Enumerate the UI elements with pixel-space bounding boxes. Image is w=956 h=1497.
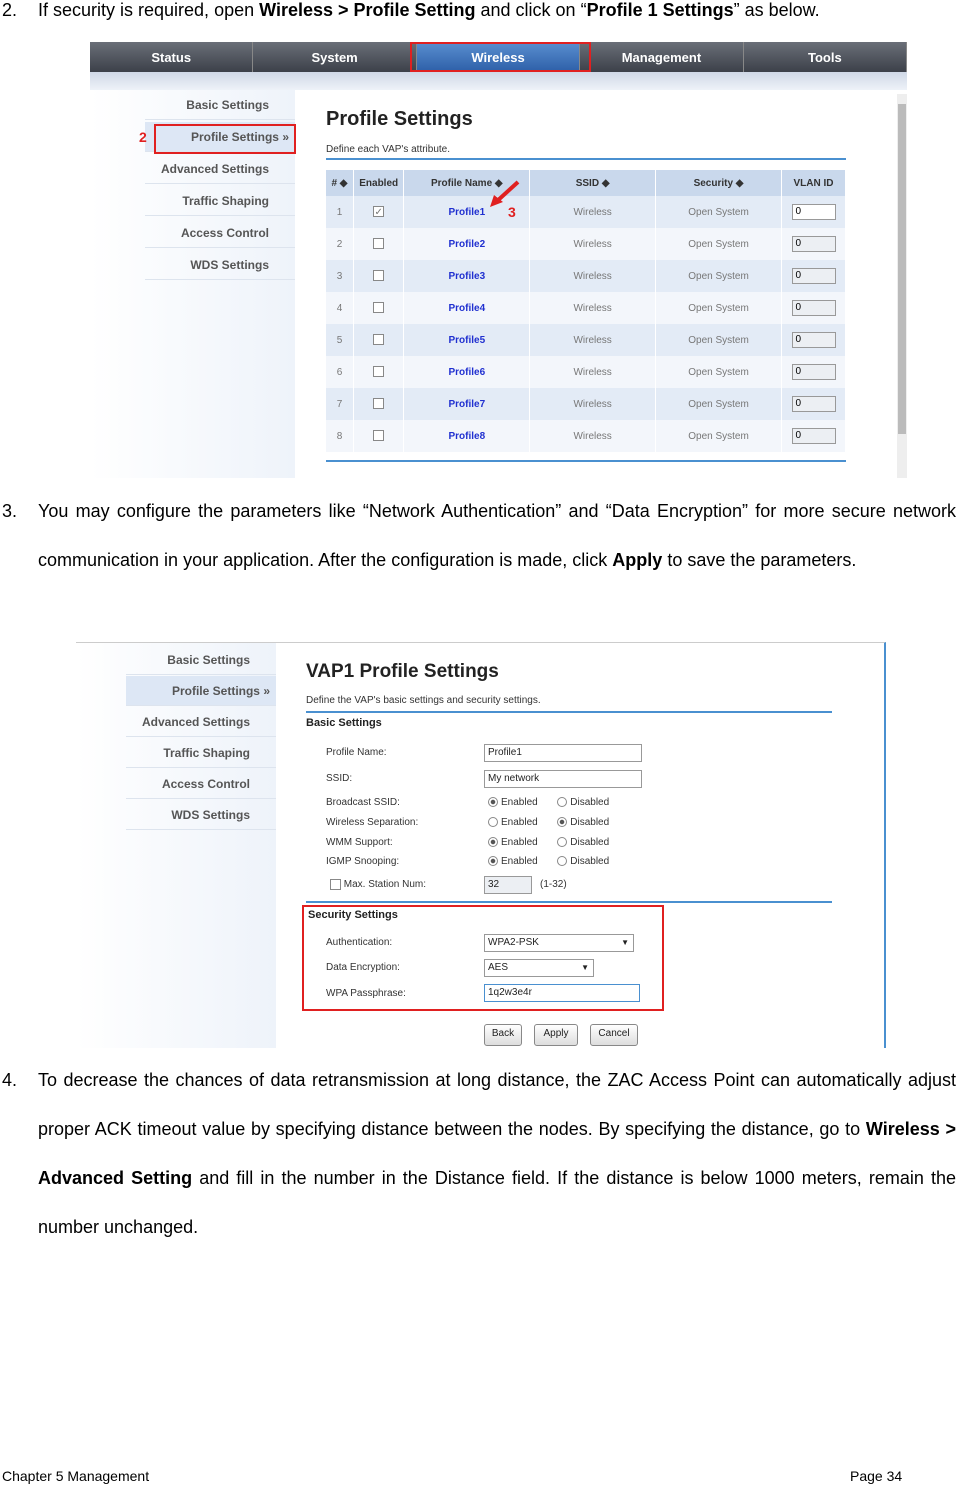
sidebar-item-profile[interactable]: Profile Settings » — [126, 676, 276, 706]
data-encryption-select[interactable]: AES ▼ — [484, 959, 594, 977]
table-row: 7 Profile7 Wireless Open System 0 — [326, 388, 846, 420]
profile-link[interactable]: Profile2 — [404, 228, 530, 260]
max-station-range: (1-32) — [540, 879, 567, 890]
profile-link[interactable]: Profile7 — [404, 388, 530, 420]
tab-system[interactable]: System — [253, 42, 416, 72]
table-row: 5 Profile5 Wireless Open System 0 — [326, 324, 846, 356]
table-header — [326, 170, 846, 196]
vlan-input[interactable]: 0 — [792, 268, 836, 284]
footer-page: Page 34 — [850, 1468, 903, 1484]
sidebar-item-wds[interactable]: WDS Settings — [145, 250, 295, 280]
highlight-profile-settings — [154, 124, 296, 154]
wmm-support-options: Enabled Disabled — [488, 837, 609, 848]
radio-button[interactable] — [557, 817, 567, 827]
highlight-wireless-tab — [410, 42, 591, 72]
cancel-button[interactable]: Cancel — [590, 1024, 638, 1046]
sidebar-item-traffic[interactable]: Traffic Shaping — [145, 186, 295, 216]
col-enabled: Enabled — [353, 170, 403, 196]
enabled-checkbox[interactable] — [373, 398, 384, 409]
table-row: 1 ✓ Profile1 Wireless Open System 0 — [326, 196, 846, 228]
radio-button[interactable] — [488, 797, 498, 807]
scrollbar[interactable] — [897, 94, 907, 478]
table-row: 2 Profile2 Wireless Open System 0 — [326, 228, 846, 260]
apply-button[interactable]: Apply — [534, 1024, 578, 1046]
profile-link[interactable]: Profile1 — [404, 196, 530, 228]
sidebar-item-profile[interactable]: Profile Settings » — [145, 122, 295, 152]
radio-button[interactable] — [488, 837, 498, 847]
profile-link[interactable]: Profile6 — [404, 356, 530, 388]
col-profile-name[interactable]: Profile Name ◆ — [404, 170, 530, 196]
vlan-input[interactable]: 0 — [792, 364, 836, 380]
vlan-input[interactable]: 0 — [792, 300, 836, 316]
vlan-input[interactable]: 0 — [792, 396, 836, 412]
enabled-checkbox[interactable] — [373, 270, 384, 281]
igmp-snooping-label: IGMP Snooping: — [326, 856, 400, 867]
table-row: 3 Profile3 Wireless Open System 0 — [326, 260, 846, 292]
tab-tools[interactable]: Tools — [744, 42, 907, 72]
page-title: VAP1 Profile Settings — [306, 661, 499, 682]
sub-bar — [90, 72, 907, 90]
profile-name-input[interactable]: Profile1 — [484, 744, 642, 762]
table-row: 8 Profile8 Wireless Open System 0 — [326, 420, 846, 452]
col-security[interactable]: Security ◆ — [656, 170, 782, 196]
wireless-separation-label: Wireless Separation: — [326, 817, 419, 828]
step-text: If security is required, open Wireless > Profile Setting and click on “Profile 1 Settings” as below. — [38, 0, 820, 20]
profile-name-label: Profile Name: — [326, 747, 387, 758]
profile-settings-screenshot — [90, 42, 907, 478]
authentication-label: Authentication: — [326, 937, 393, 948]
col-num[interactable]: # ◆ — [326, 170, 353, 196]
dropdown-arrow-icon: ▼ — [621, 938, 629, 947]
sidebar-item-wds[interactable]: WDS Settings — [126, 800, 276, 830]
step-number: 4. — [2, 1070, 18, 1090]
enabled-checkbox[interactable]: ✓ — [374, 207, 383, 219]
sidebar-item-traffic[interactable]: Traffic Shaping — [126, 738, 276, 768]
col-vlan: VLAN ID — [782, 170, 846, 196]
profile-link[interactable]: Profile5 — [404, 324, 530, 356]
radio-button[interactable] — [557, 856, 567, 866]
max-station-label: Max. Station Num: — [343, 879, 427, 891]
marker-2: 2 — [139, 129, 147, 145]
wireless-separation-options: Enabled Disabled — [488, 817, 609, 828]
profile-link[interactable]: Profile4 — [404, 292, 530, 324]
vlan-input[interactable]: 0 — [792, 236, 836, 252]
tab-status[interactable]: Status — [90, 42, 253, 72]
profile-link[interactable]: Profile3 — [404, 260, 530, 292]
profile-link[interactable]: Profile8 — [404, 420, 530, 452]
data-encryption-label: Data Encryption: — [326, 962, 400, 973]
radio-button[interactable] — [557, 837, 567, 847]
ssid-input[interactable]: My network — [484, 770, 642, 788]
marker-3: 3 — [508, 204, 516, 220]
step-text: You may configure the parameters like “Network Authentication” and “Data Encryption” for more secure network communication in your application. After the configuration is made, click Apply to save the parameters. — [38, 501, 956, 570]
table-bottom-rule — [326, 460, 846, 462]
max-station-row — [330, 879, 426, 890]
vlan-input[interactable]: 0 — [792, 332, 836, 348]
radio-button[interactable] — [488, 817, 498, 827]
authentication-select[interactable]: WPA2-PSK ▼ — [484, 934, 634, 952]
dropdown-arrow-icon: ▼ — [581, 963, 589, 972]
page-description: Define each VAP's attribute. — [326, 144, 451, 155]
sidebar-item-basic[interactable]: Basic Settings — [126, 645, 276, 675]
sidebar-item-advanced[interactable]: Advanced Settings — [145, 154, 295, 184]
radio-button[interactable] — [557, 797, 567, 807]
enabled-checkbox[interactable] — [373, 238, 384, 249]
red-arrow-icon — [488, 180, 522, 208]
sidebar-item-access[interactable]: Access Control — [145, 218, 295, 248]
radio-button[interactable] — [488, 856, 498, 866]
max-station-checkbox[interactable] — [330, 879, 341, 890]
ssid-label: SSID: — [326, 773, 353, 784]
step-text: To decrease the chances of data retransmission at long distance, the ZAC Access Point can automatically adjust proper ACK timeout value by specifying distance between the nodes. By specifying the distance, go to Wireless > Advanced Setting and fill in the number in the Distance field. If the distance is below 1000 meters, remain the number unchanged. — [38, 1070, 956, 1237]
broadcast-ssid-label: Broadcast SSID: — [326, 797, 400, 808]
enabled-checkbox[interactable] — [373, 302, 384, 313]
enabled-checkbox[interactable] — [373, 334, 384, 345]
page-title: Profile Settings — [326, 108, 473, 130]
page-description: Define the VAP's basic settings and security settings. — [306, 695, 541, 706]
table-row: 4 Profile4 Wireless Open System 0 — [326, 292, 846, 324]
igmp-snooping-options: Enabled Disabled — [488, 856, 609, 867]
wpa-passphrase-input[interactable]: 1q2w3e4r — [484, 984, 640, 1002]
vlan-input[interactable]: 0 — [792, 428, 836, 444]
basic-settings-heading: Basic Settings — [306, 717, 382, 729]
step-number: 3. — [2, 501, 18, 521]
vlan-input[interactable]: 0 — [792, 204, 836, 220]
footer-chapter: Chapter 5 Management — [2, 1468, 150, 1484]
scrollbar-thumb[interactable] — [898, 104, 906, 434]
col-ssid[interactable]: SSID ◆ — [530, 170, 656, 196]
step-number: 2. — [2, 0, 18, 20]
sidebar-item-access[interactable]: Access Control — [126, 769, 276, 799]
sidebar-item-basic[interactable]: Basic Settings — [145, 90, 295, 120]
security-rule — [306, 901, 832, 903]
tab-management[interactable]: Management — [580, 42, 743, 72]
title-rule — [306, 711, 832, 713]
sidebar — [76, 643, 276, 1048]
profile-table — [326, 170, 846, 452]
max-station-input[interactable]: 32 — [484, 876, 532, 894]
back-button[interactable]: Back — [484, 1024, 522, 1046]
enabled-checkbox[interactable] — [373, 430, 384, 441]
title-rule — [326, 158, 846, 160]
security-settings-heading: Security Settings — [308, 909, 398, 921]
table-row: 6 Profile6 Wireless Open System 0 — [326, 356, 846, 388]
wpa-passphrase-label: WPA Passphrase: — [326, 988, 406, 999]
enabled-checkbox[interactable] — [373, 366, 384, 377]
tab-wireless[interactable]: Wireless — [417, 42, 580, 72]
sidebar-item-advanced[interactable]: Advanced Settings — [126, 707, 276, 737]
broadcast-ssid-options: Enabled Disabled — [488, 797, 609, 808]
vap1-profile-settings-screenshot — [76, 642, 886, 1048]
wmm-support-label: WMM Support: — [326, 837, 393, 848]
